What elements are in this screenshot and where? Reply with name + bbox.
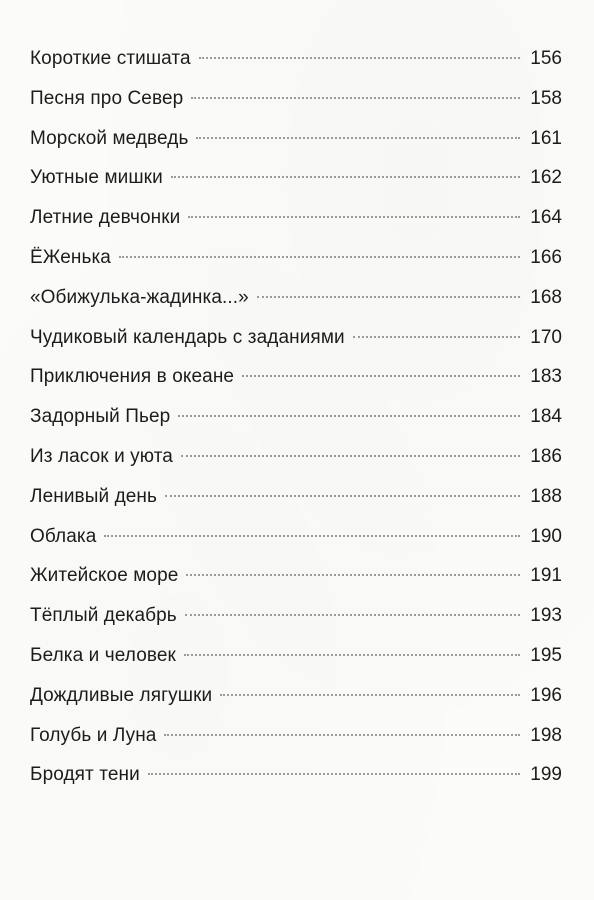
toc-entry-page-number: 158 [530, 87, 562, 109]
toc-entry [30, 477, 562, 517]
toc-dot-leader [181, 455, 520, 457]
toc-entry [30, 318, 562, 358]
toc-entry-title: Бродят тени [30, 764, 140, 786]
toc-entry [30, 39, 562, 79]
toc-dot-leader [165, 495, 520, 497]
toc-entry-title: Короткие стишата [30, 48, 191, 69]
toc-entry-page-number: 191 [530, 565, 562, 587]
toc-entry-page-number: 184 [530, 406, 562, 428]
toc-entry-page-number: 164 [530, 207, 562, 229]
toc-entry-page-number: 168 [530, 286, 562, 308]
toc-entry [30, 198, 562, 238]
toc-entry [30, 556, 562, 596]
toc-dot-leader [164, 734, 520, 736]
toc-entry-title: Летние девчонки [30, 207, 181, 229]
toc-entry-page-number: 161 [530, 127, 562, 149]
toc-dot-leader [119, 256, 520, 258]
toc-entry-title: Белка и человек [30, 644, 176, 666]
toc-dot-leader [353, 336, 520, 338]
table-of-contents [30, 39, 562, 795]
toc-entry-page-number: 183 [530, 366, 562, 388]
toc-entry-title: Уютные мишки [30, 167, 163, 189]
toc-entry-title: Морской медведь [30, 127, 189, 149]
toc-dot-leader [188, 216, 520, 218]
toc-entry-page-number: 196 [530, 684, 562, 706]
toc-entry [30, 596, 562, 636]
toc-dot-leader [199, 57, 520, 59]
toc-dot-leader [148, 773, 520, 775]
toc-entry-page-number: 170 [530, 326, 562, 348]
toc-entry-title: Песня про Север [30, 87, 184, 109]
toc-entry-page-number: 156 [530, 48, 562, 69]
toc-entry [30, 79, 562, 119]
toc-entry-title: Дождливые лягушки [30, 684, 213, 706]
toc-dot-leader [196, 137, 520, 139]
toc-entry [30, 437, 562, 477]
toc-entry-page-number: 190 [530, 525, 562, 547]
toc-entry-title: Ленивый день [30, 485, 158, 507]
toc-dot-leader [186, 574, 520, 576]
toc-dot-leader [220, 694, 520, 696]
toc-entry [30, 238, 562, 278]
toc-entry-title: Задорный Пьер [30, 406, 171, 428]
toc-entry [30, 158, 562, 198]
toc-dot-leader [242, 375, 520, 377]
toc-entry-title: Житейское море [30, 565, 179, 587]
toc-entry [30, 636, 562, 676]
toc-entry [30, 278, 562, 318]
toc-entry-title: Голубь и Луна [30, 724, 157, 746]
toc-entry-page-number: 166 [530, 246, 562, 268]
toc-entry-page-number: 199 [530, 764, 562, 786]
toc-entry-page-number: 198 [530, 724, 562, 746]
toc-entry-title: Из ласок и уюта [30, 445, 173, 467]
toc-entry-title: Облака [30, 525, 97, 547]
toc-entry-title: Чудиковый календарь с заданиями [30, 326, 345, 348]
toc-dot-leader [185, 614, 520, 616]
toc-entry [30, 716, 562, 756]
toc-dot-leader [257, 296, 520, 298]
toc-dot-leader [104, 535, 520, 537]
toc-dot-leader [184, 654, 520, 656]
toc-entry [30, 357, 562, 397]
toc-entry [30, 676, 562, 716]
toc-dot-leader [171, 176, 520, 178]
toc-entry [30, 517, 562, 557]
toc-dot-leader [191, 97, 520, 99]
toc-entry [30, 119, 562, 159]
toc-entry-title: ЁЖенька [30, 246, 111, 268]
toc-entry-page-number: 193 [530, 605, 562, 627]
toc-entry-page-number: 195 [530, 644, 562, 666]
toc-entry-page-number: 186 [530, 445, 562, 467]
toc-entry-page-number: 188 [530, 485, 562, 507]
toc-entry-title: Тёплый декабрь [30, 605, 177, 627]
toc-entry [30, 755, 562, 795]
toc-dot-leader [178, 415, 520, 417]
toc-entry-title: «Обижулька-жадинка...» [30, 286, 249, 308]
toc-entry-title: Приключения в океане [30, 366, 235, 388]
toc-entry [30, 397, 562, 437]
toc-entry-page-number: 162 [530, 167, 562, 189]
